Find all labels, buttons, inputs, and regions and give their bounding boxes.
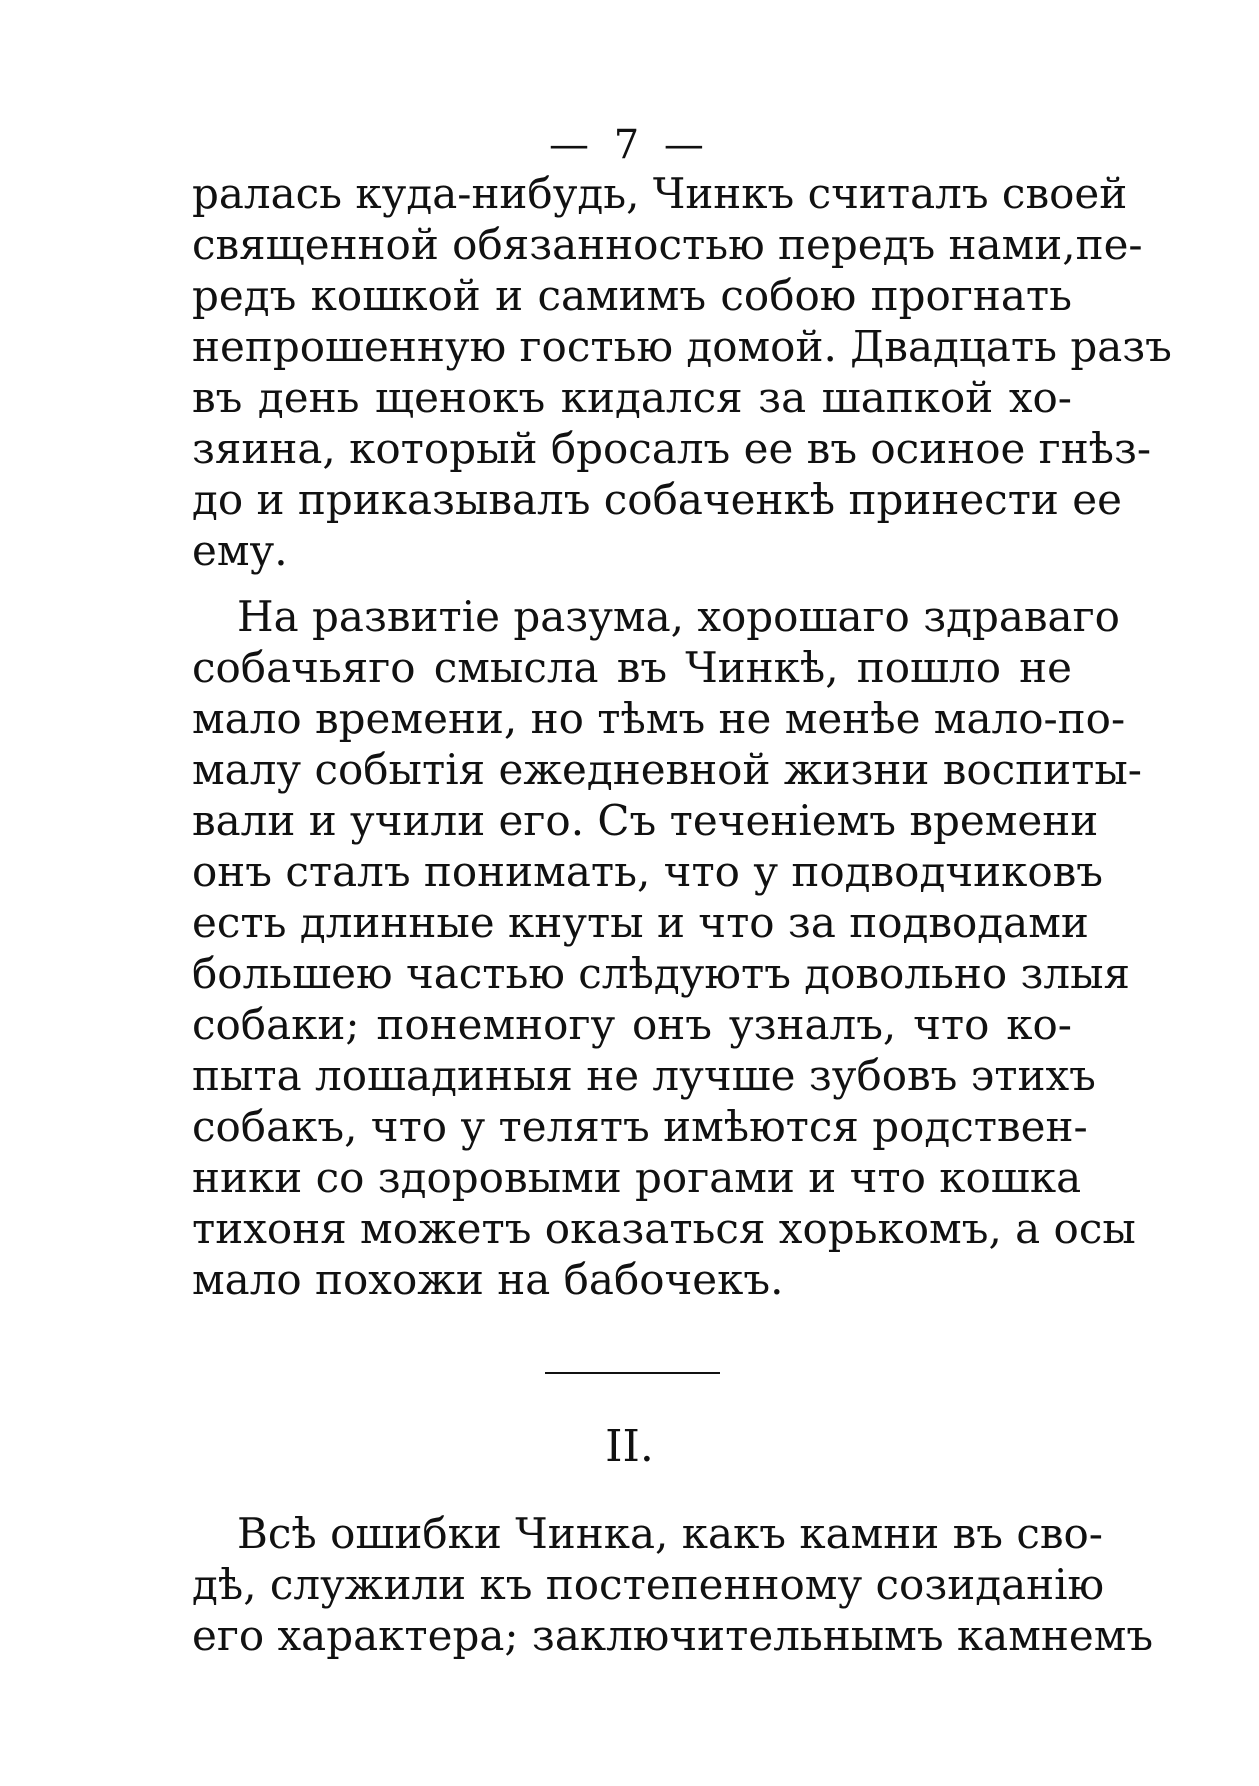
paragraph-gap <box>192 576 1072 591</box>
text-line: непрошенную гостью домой. Двадцать разъ <box>192 322 1172 371</box>
page-number: — 7 — <box>549 122 710 168</box>
text-line: мало похожи на бабочекъ. <box>192 1255 784 1304</box>
text-line: его характера; заключительнымъ камнемъ <box>192 1611 1154 1660</box>
text-line: Всѣ ошибки Чинка, какъ камни въ сво- <box>237 1509 1103 1558</box>
text-line: малу событія ежедневной жизни воспиты- <box>192 745 1142 794</box>
chapter-heading: II. <box>605 1421 654 1472</box>
text-block-lower <box>192 1508 1154 1661</box>
text-line: собачьяго смысла въ Чинкѣ, пошло не <box>192 643 1072 692</box>
text-line: есть длинные кнуты и что за подводами <box>192 898 1089 947</box>
text-line: ники со здоровыми рогами и что кошка <box>192 1153 1082 1202</box>
section-divider <box>545 1372 720 1374</box>
text-line: дѣ, служили къ постепенному созиданію <box>192 1560 1105 1609</box>
text-line: большею частью слѣдуютъ довольно злыя <box>192 949 1131 998</box>
paragraph-reasoning <box>192 591 1142 1305</box>
text-line: мало времени, но тѣмъ не менѣе мало-по- <box>192 694 1126 743</box>
paragraph-chapter-start <box>192 1508 1154 1661</box>
text-line: собаки; понемногу онъ узналъ, что ко- <box>192 1000 1072 1049</box>
text-line: пыта лошадиныя не лучше зубовъ этихъ <box>192 1051 1096 1100</box>
text-line: На развитіе разума, хорошаго здраваго <box>237 592 1120 641</box>
text-line: зяина, который бросалъ ее въ осиное гнѣз- <box>192 424 1152 473</box>
paragraph-continuation <box>192 168 1172 576</box>
text-line: редъ кошкой и самимъ собою прогнать <box>192 271 1072 320</box>
text-line: вали и учили его. Съ теченіемъ времени <box>192 796 1099 845</box>
text-line: ралась куда-нибудь, Чинкъ считалъ своей <box>192 169 1128 218</box>
text-line: въ день щенокъ кидался за шапкой хо- <box>192 373 1072 422</box>
text-line: онъ сталъ понимать, что у подводчиковъ <box>192 847 1103 896</box>
text-line: до и приказывалъ собаченкѣ принести ее <box>192 475 1122 524</box>
text-line: священной обязанностью передъ нами,пе- <box>192 220 1143 269</box>
text-line: собакъ, что у телятъ имѣются родствен- <box>192 1102 1088 1151</box>
text-line: ему. <box>192 526 288 575</box>
text-line: тихоня можетъ оказаться хорькомъ, а осы <box>192 1204 1136 1253</box>
text-block-upper <box>192 168 1172 1305</box>
